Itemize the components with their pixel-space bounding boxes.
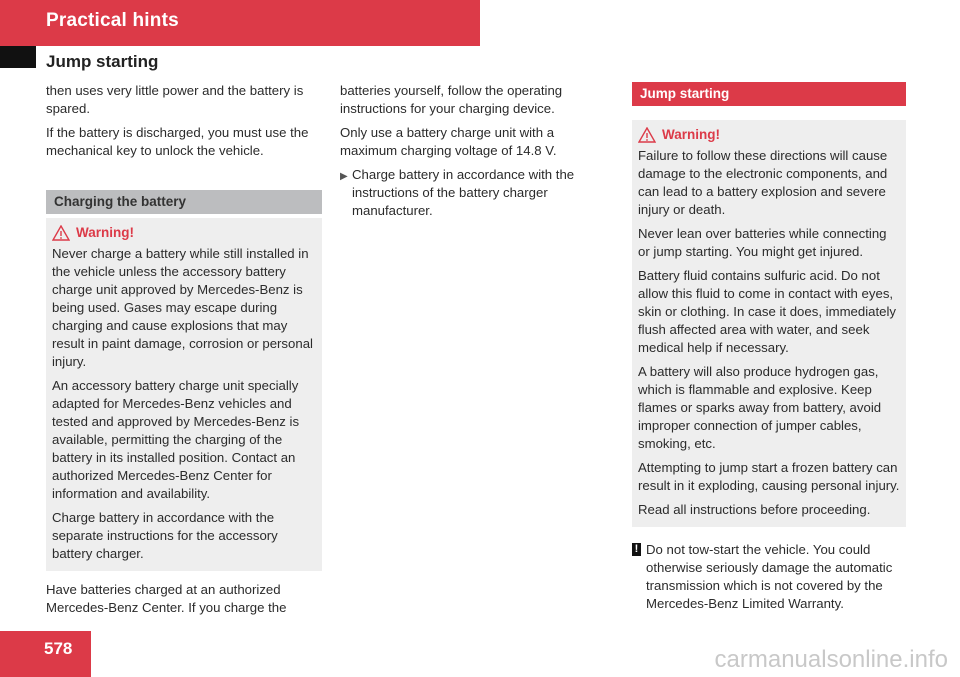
warning-text: Never charge a battery while still installed in the vehicle unless the accessory battery charge unit approved by Mercedes-Benz is being used. Gases may escape during charging and cause explosions that may result in paint damage, corrosion or personal injury. [52, 246, 313, 369]
instruction-step [340, 166, 592, 220]
jump-starting-section-header: Jump starting [632, 82, 906, 106]
exclamation-icon: ! [632, 543, 641, 556]
column-1 [46, 82, 322, 623]
warning-text: Charge battery in accordance with the separate instructions for the accessory battery charger. [52, 510, 278, 561]
section-title: Practical hints [46, 10, 179, 31]
paragraph: batteries yourself, follow the operating instructions for your charging device. [340, 83, 563, 116]
header-tab-marker [0, 46, 36, 68]
watermark: carmanualsonline.info [714, 646, 948, 673]
spacer [632, 527, 906, 541]
note-text: Do not tow-start the vehicle. You could otherwise seriously damage the automatic transmission which is not covered by the Mercedes-Benz Limited Warranty. [646, 542, 893, 611]
page-title: Jump starting [46, 52, 159, 71]
paragraph: Have batteries charged at an authorized Mercedes-Benz Center. If you charge the [46, 582, 287, 615]
instruction-text: Charge battery in accordance with the instructions of the battery charger manufacturer. [352, 167, 575, 218]
arrow-bullet-icon: ▶ [340, 171, 348, 182]
page-number: 578 [44, 639, 73, 658]
spacer [632, 106, 906, 120]
spacer [46, 571, 322, 581]
column-2 [340, 82, 592, 220]
charging-warning-box [46, 218, 322, 571]
spacer [46, 166, 322, 190]
warning-heading [638, 126, 900, 144]
warning-text: Never lean over batteries while connecting or jump starting. You might get injured. [638, 226, 887, 259]
paragraph: then uses very little power and the battery is spared. [46, 83, 304, 116]
jump-warning-box [632, 120, 906, 527]
paragraph: If the battery is discharged, you must use the mechanical key to unlock the vehicle. [46, 125, 309, 158]
caution-note [632, 541, 906, 613]
warning-text: A battery will also produce hydrogen gas, which is flammable and explosive. Keep flames or sparks away from battery, avoid improper connection of jumper cables, smoking, etc. [638, 364, 882, 451]
column-3 [632, 82, 906, 613]
warning-icon [52, 225, 70, 241]
warning-heading [52, 224, 316, 242]
warning-label: Warning! [76, 225, 134, 240]
warning-text: Battery fluid contains sulfuric acid. Do not allow this fluid to come in contact with eyes, skin or clothing. In case it does, immediately flush affected area with water, and seek medical help if necessary. [638, 268, 897, 355]
warning-text: Attempting to jump start a frozen battery can result in it exploding, causing personal injury. [638, 460, 900, 493]
warning-text: Failure to follow these directions will cause damage to the electronic components, and can lead to a battery explosion and severe injury or death. [638, 148, 888, 217]
warning-label: Warning! [662, 127, 720, 142]
warning-icon [638, 127, 656, 143]
warning-text: An accessory battery charge unit specially adapted for Mercedes-Benz vehicles and tested and approved by Mercedes-Benz is available, permitting the charging of the battery in its installed position. Contact an authorized Mercedes-Benz Center for information and availability. [52, 378, 300, 501]
warning-text: Read all instructions before proceeding. [638, 502, 871, 517]
paragraph: Only use a battery charge unit with a maximum charging voltage of 14.8 V. [340, 125, 557, 158]
charging-section-header: Charging the battery [46, 190, 322, 214]
